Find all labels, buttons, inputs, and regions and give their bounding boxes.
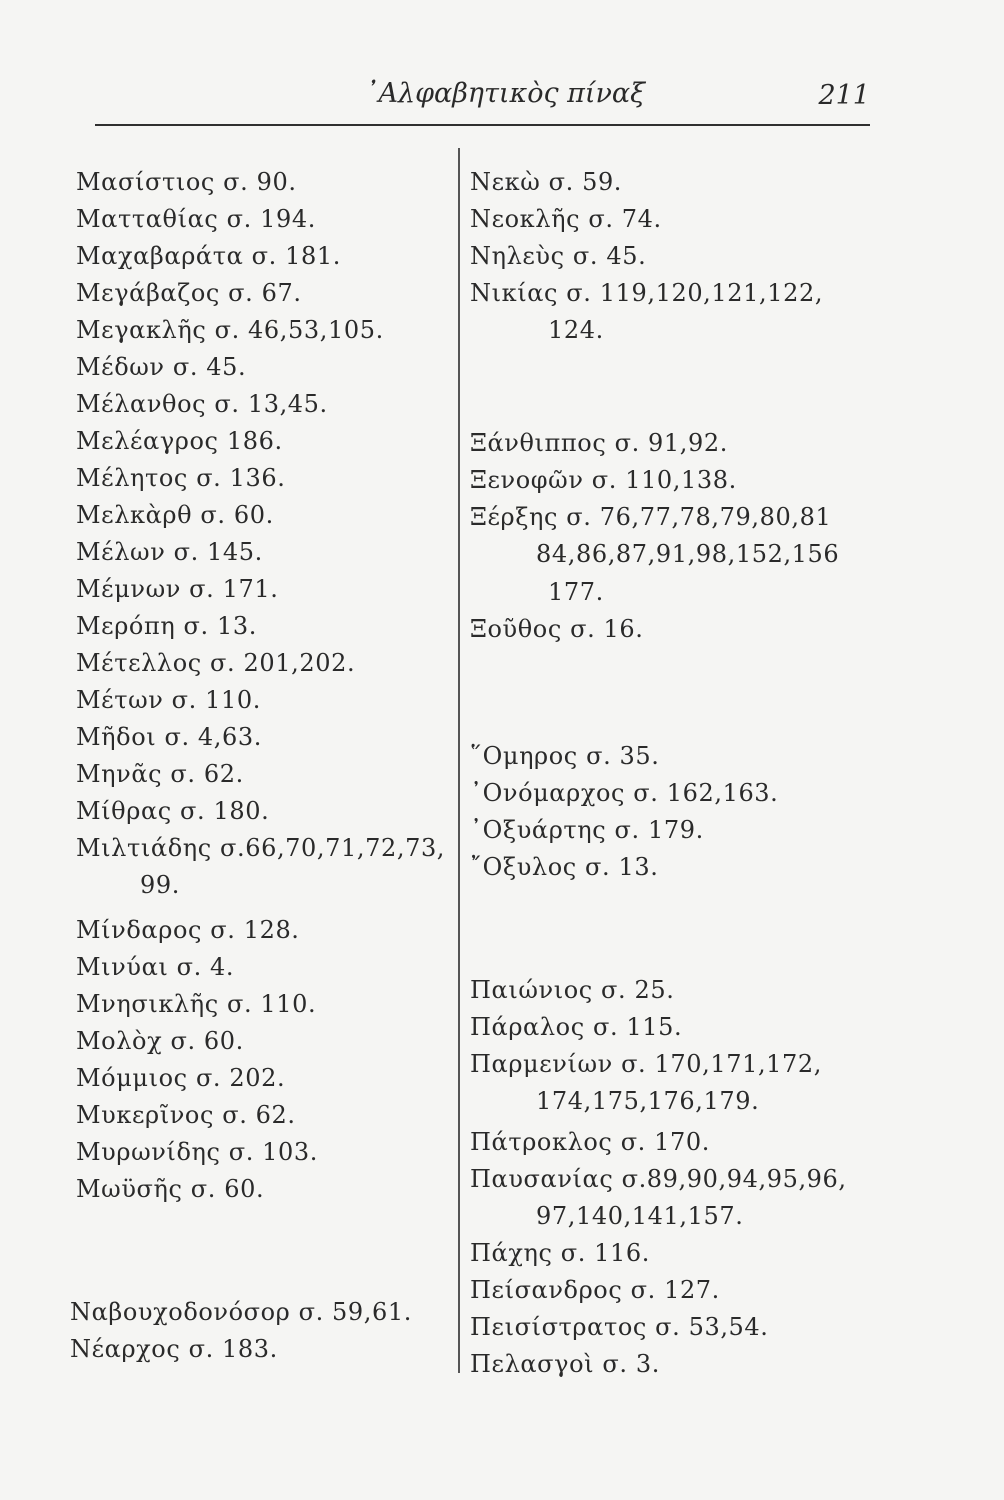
left-index-entry: Μεγακλῆς σ. 46,53,105. <box>76 316 384 344</box>
left-index-entry: Μελκὰρθ σ. 60. <box>76 501 274 529</box>
right-index-entry: Παυσανίας σ.89,90,94,95,96, <box>470 1165 847 1193</box>
right-index-entry: Νεοκλῆς σ. 74. <box>470 205 662 233</box>
page-number: 211 <box>818 80 870 111</box>
right-index-entry: Πάτροκλος σ. 170. <box>470 1128 710 1156</box>
right-index-entry: ῞Ομηρος σ. 35. <box>470 742 660 770</box>
right-index-entry: 177. <box>548 578 604 606</box>
left-index-entry: Μέτων σ. 110. <box>76 686 261 714</box>
left-index-entry: Μόμμιος σ. 202. <box>76 1064 286 1092</box>
left-index-entry: Μῆδοι σ. 4,63. <box>76 723 262 751</box>
right-index-entry: Παρμενίων σ. 170,171,172, <box>470 1050 823 1078</box>
running-header-title: ᾿Αλφαβητικὸς πίναξ <box>364 78 646 109</box>
left-index-entry: Ναβουχοδονόσορ σ. 59,61. <box>70 1298 412 1326</box>
left-index-entry: Μυρωνίδης σ. 103. <box>76 1138 319 1166</box>
right-index-entry: Νηλεὺς σ. 45. <box>470 242 647 270</box>
left-index-entry: Μελέαγρος 186. <box>76 427 283 455</box>
column-divider <box>458 148 460 1373</box>
left-index-entry: Μνησικλῆς σ. 110. <box>76 990 317 1018</box>
left-index-entry: Μέλανθος σ. 13,45. <box>76 390 328 418</box>
left-index-entry: Μαχαβαράτα σ. 181. <box>76 242 341 270</box>
left-index-entry: Μέλητος σ. 136. <box>76 464 286 492</box>
right-index-entry: Ξέρξης σ. 76,77,78,79,80,81 <box>470 503 832 531</box>
right-index-entry: 174,175,176,179. <box>536 1087 760 1115</box>
right-index-entry: Πάραλος σ. 115. <box>470 1013 683 1041</box>
left-index-entry: Μίνδαρος σ. 128. <box>76 916 300 944</box>
left-index-entry: Μιλτιάδης σ.66,70,71,72,73, <box>76 834 446 862</box>
right-index-entry: Πάχης σ. 116. <box>470 1239 651 1267</box>
right-index-entry: Πελασγοὶ σ. 3. <box>470 1350 660 1378</box>
left-index-entry: Μασίστιος σ. 90. <box>76 168 297 196</box>
left-index-entry: Μέτελλος σ. 201,202. <box>76 649 356 677</box>
left-index-entry: Μινύαι σ. 4. <box>76 953 235 981</box>
left-index-entry: Μωϋσῆς σ. 60. <box>76 1175 265 1203</box>
right-index-entry: Νεκὼ σ. 59. <box>470 168 623 196</box>
left-index-entry: Μυκερῖνος σ. 62. <box>76 1101 296 1129</box>
right-index-entry: ᾿Ονόμαρχος σ. 162,163. <box>470 779 779 807</box>
left-index-entry: Μέλων σ. 145. <box>76 538 263 566</box>
left-index-entry: Μολὸχ σ. 60. <box>76 1027 244 1055</box>
right-index-entry: Ξοῦθος σ. 16. <box>470 615 644 643</box>
left-index-entry: Ματταθίας σ. 194. <box>76 205 316 233</box>
right-index-entry: 124. <box>548 316 604 344</box>
header-rule <box>95 124 870 126</box>
left-index-entry: 99. <box>140 871 180 899</box>
right-index-entry: ᾿Οξυάρτης σ. 179. <box>470 816 704 844</box>
right-index-entry: Πείσανδρος σ. 127. <box>470 1276 720 1304</box>
left-index-entry: Μερόπη σ. 13. <box>76 612 257 640</box>
right-index-entry: Παιώνιος σ. 25. <box>470 976 675 1004</box>
left-index-entry: Νέαρχος σ. 183. <box>70 1335 278 1363</box>
right-index-entry: 97,140,141,157. <box>536 1202 744 1230</box>
right-index-entry: ῎Οξυλος σ. 13. <box>470 853 659 881</box>
left-index-entry: Μηνᾶς σ. 62. <box>76 760 244 788</box>
left-index-entry: Μέμνων σ. 171. <box>76 575 279 603</box>
left-index-entry: Μεγάβαζος σ. 67. <box>76 279 302 307</box>
right-index-entry: Ξενοφῶν σ. 110,138. <box>470 466 737 494</box>
right-index-entry: Νικίας σ. 119,120,121,122, <box>470 279 824 307</box>
right-index-entry: 84,86,87,91,98,152,156 <box>536 540 840 568</box>
left-index-entry: Μέδων σ. 45. <box>76 353 247 381</box>
right-index-entry: Ξάνθιππος σ. 91,92. <box>470 429 728 457</box>
left-index-entry: Μίθρας σ. 180. <box>76 797 270 825</box>
right-index-entry: Πεισίστρατος σ. 53,54. <box>470 1313 769 1341</box>
